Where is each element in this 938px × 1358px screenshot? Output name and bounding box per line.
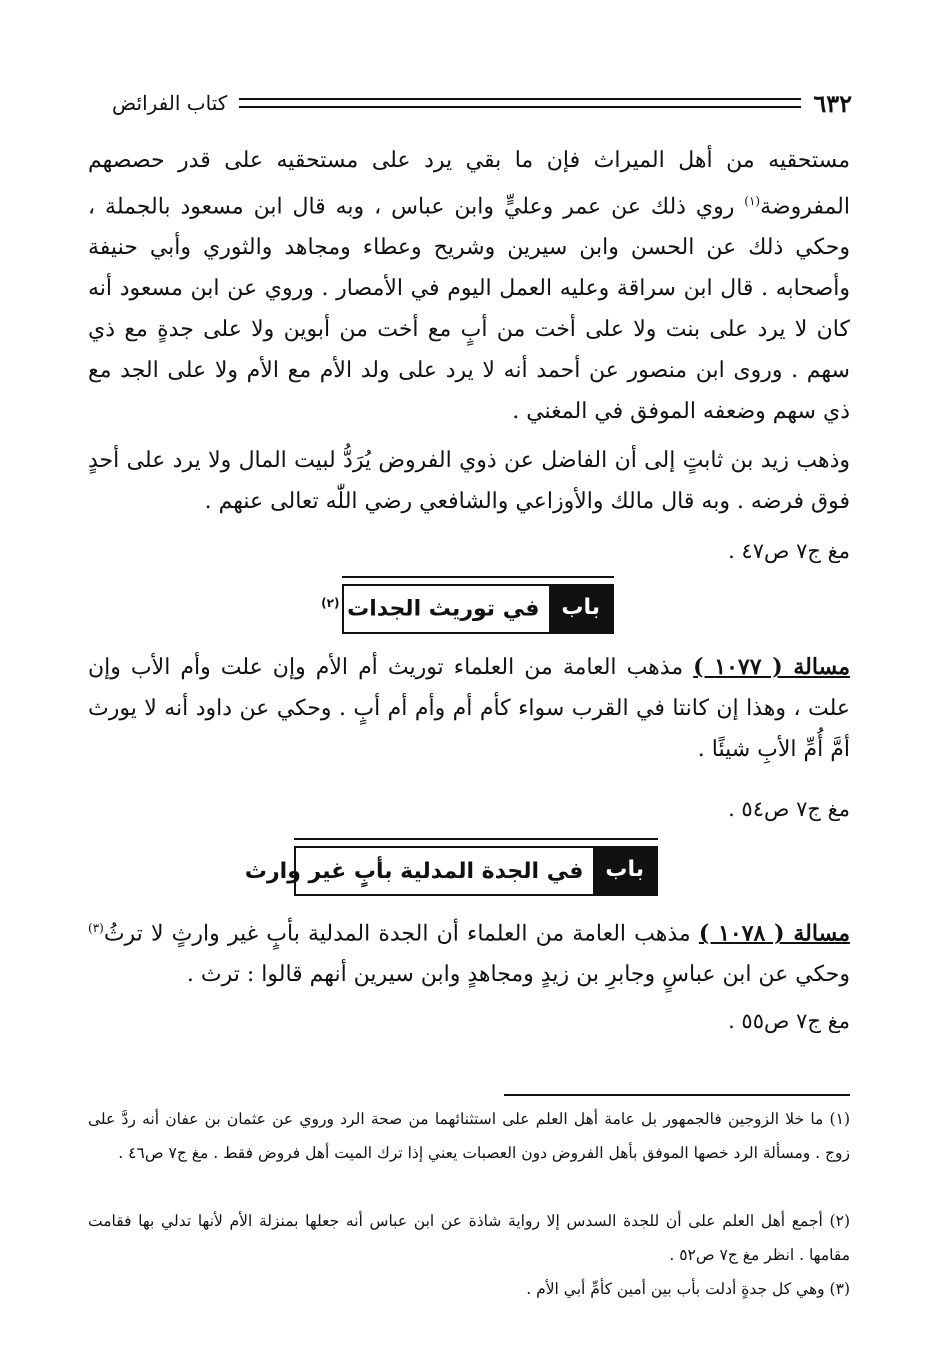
section-title-text: في توريث الجدات (347, 596, 540, 622)
paragraph-text: روي ذلك عن عمر وعليٍّ وابن عباس ، وبه قال ابن مسعود بالجملة ، وحكي ذلك عن الحسن وابن سيرين وشريح وعطاء ومجاهد والثوري وأبي حنيفة وأصحابه . قال ابن سراقة وعليه العمل اليوم في الأمصار . وروي عن ابن مسعود أنه كان لا يرد على بنت ولا على أخت من أبٍ مع أخت من أبوين ولا على جدةٍ مع ذي سهم . وروى ابن منصور عن أحمد أنه لا يرد على ولد الأم مع الأم ولا على الجد مع ذي سهم وضعفه الموفق في المغني . (88, 194, 850, 425)
source-reference: مغ ج٧ ص٥٥ . (728, 1009, 850, 1033)
paragraph-text: مستحقيه من أهل الميراث فإن ما بقي يرد على مستحقيه على قدر حصصهم المفروضة (88, 148, 850, 220)
footnote-1: (١) ما خلا الزوجين فالجمهور بل عامة أهل العلم على استثنائهما من صحة الرد وروي عن عثمان بن عفان أنه ردَّ على زوج . ومسألة الرد خصها الموفق بأهل الفروض دون العصبات يعني إذا ترك الميت أهل فروض فقط . مغ ج٧ ص٤٦ . (88, 1110, 850, 1162)
paragraph-radd (88, 140, 850, 432)
masala-text: مذهب العامة من العلماء أن الجدة المدلية بأبٍ غير وارثٍ لا ترثُ (103, 921, 699, 947)
section-heading-grandmothers (321, 584, 614, 634)
section-tag: باب (549, 586, 612, 632)
footnote-marker-3[interactable]: (٣) (88, 921, 104, 935)
footnote-marker-1[interactable]: (١) (744, 194, 761, 208)
masala-1077 (88, 647, 850, 770)
source-reference: مغ ج٧ ص٥٤ . (728, 797, 850, 821)
masala-label: مسالة ( ١٠٧٨ ) (698, 920, 850, 947)
running-title: كتاب الفرائض (112, 91, 228, 115)
masala-text: مذهب العامة من العلماء توريث أم الأم وإن علت وأم الأب وإن علت ، وهذا إن كانتا في القرب سواء كأم أم وأم أم أبٍ . وحكي عن داود أنه لا يورث أمَّ أُمِّ الأبِ شيئًا . (88, 655, 850, 762)
section-rule (294, 838, 658, 840)
footnote-divider (504, 1094, 850, 1096)
paragraph-zayd: وذهب زيد بن ثابتٍ إلى أن الفاضل عن ذوي الفروض يُرَدُّ لبيت المال ولا يرد على أحدٍ فوق فرضه . وبه قال مالك والأوزاعي والشافعي رضي اللّٰه تعالى عنهم . (88, 448, 850, 514)
masala-1078 (88, 908, 850, 995)
footnote-2: (٢) أجمع أهل العلم على أن للجدة السدس إلا رواية شاذة عن ابن عباس أنه جعلها بمنزلة الأم لأنها تدلي بها فقامت مقامها . انظر مغ ج٧ ص٥٢ . (88, 1212, 850, 1264)
source-reference: مغ ج٧ ص٤٧ . (728, 539, 850, 563)
masala-label: مسالة ( ١٠٧٧ ) (693, 654, 850, 680)
section-tag: باب (593, 848, 656, 894)
footnote-3: (٣) وهي كل جدةٍ أدلت بأب بين أمين كأمِّ أبي الأم . (526, 1280, 850, 1298)
footnote-marker-2[interactable]: (٢) (321, 596, 340, 611)
page-number: ٦٣٢ (813, 88, 852, 118)
section-heading-non-inheriting-grandmother (244, 846, 658, 896)
section-title (311, 596, 549, 621)
masala-text: وحكي عن ابن عباسٍ وجابرِ بن زيدٍ ومجاهدٍ وابن سيرين أنهم قالوا : ترث . (186, 962, 850, 988)
section-title: في الجدة المدلية بأبٍ غير وارث (244, 858, 584, 884)
header-divider (239, 98, 801, 108)
section-rule (342, 576, 614, 578)
page-header (112, 86, 852, 120)
